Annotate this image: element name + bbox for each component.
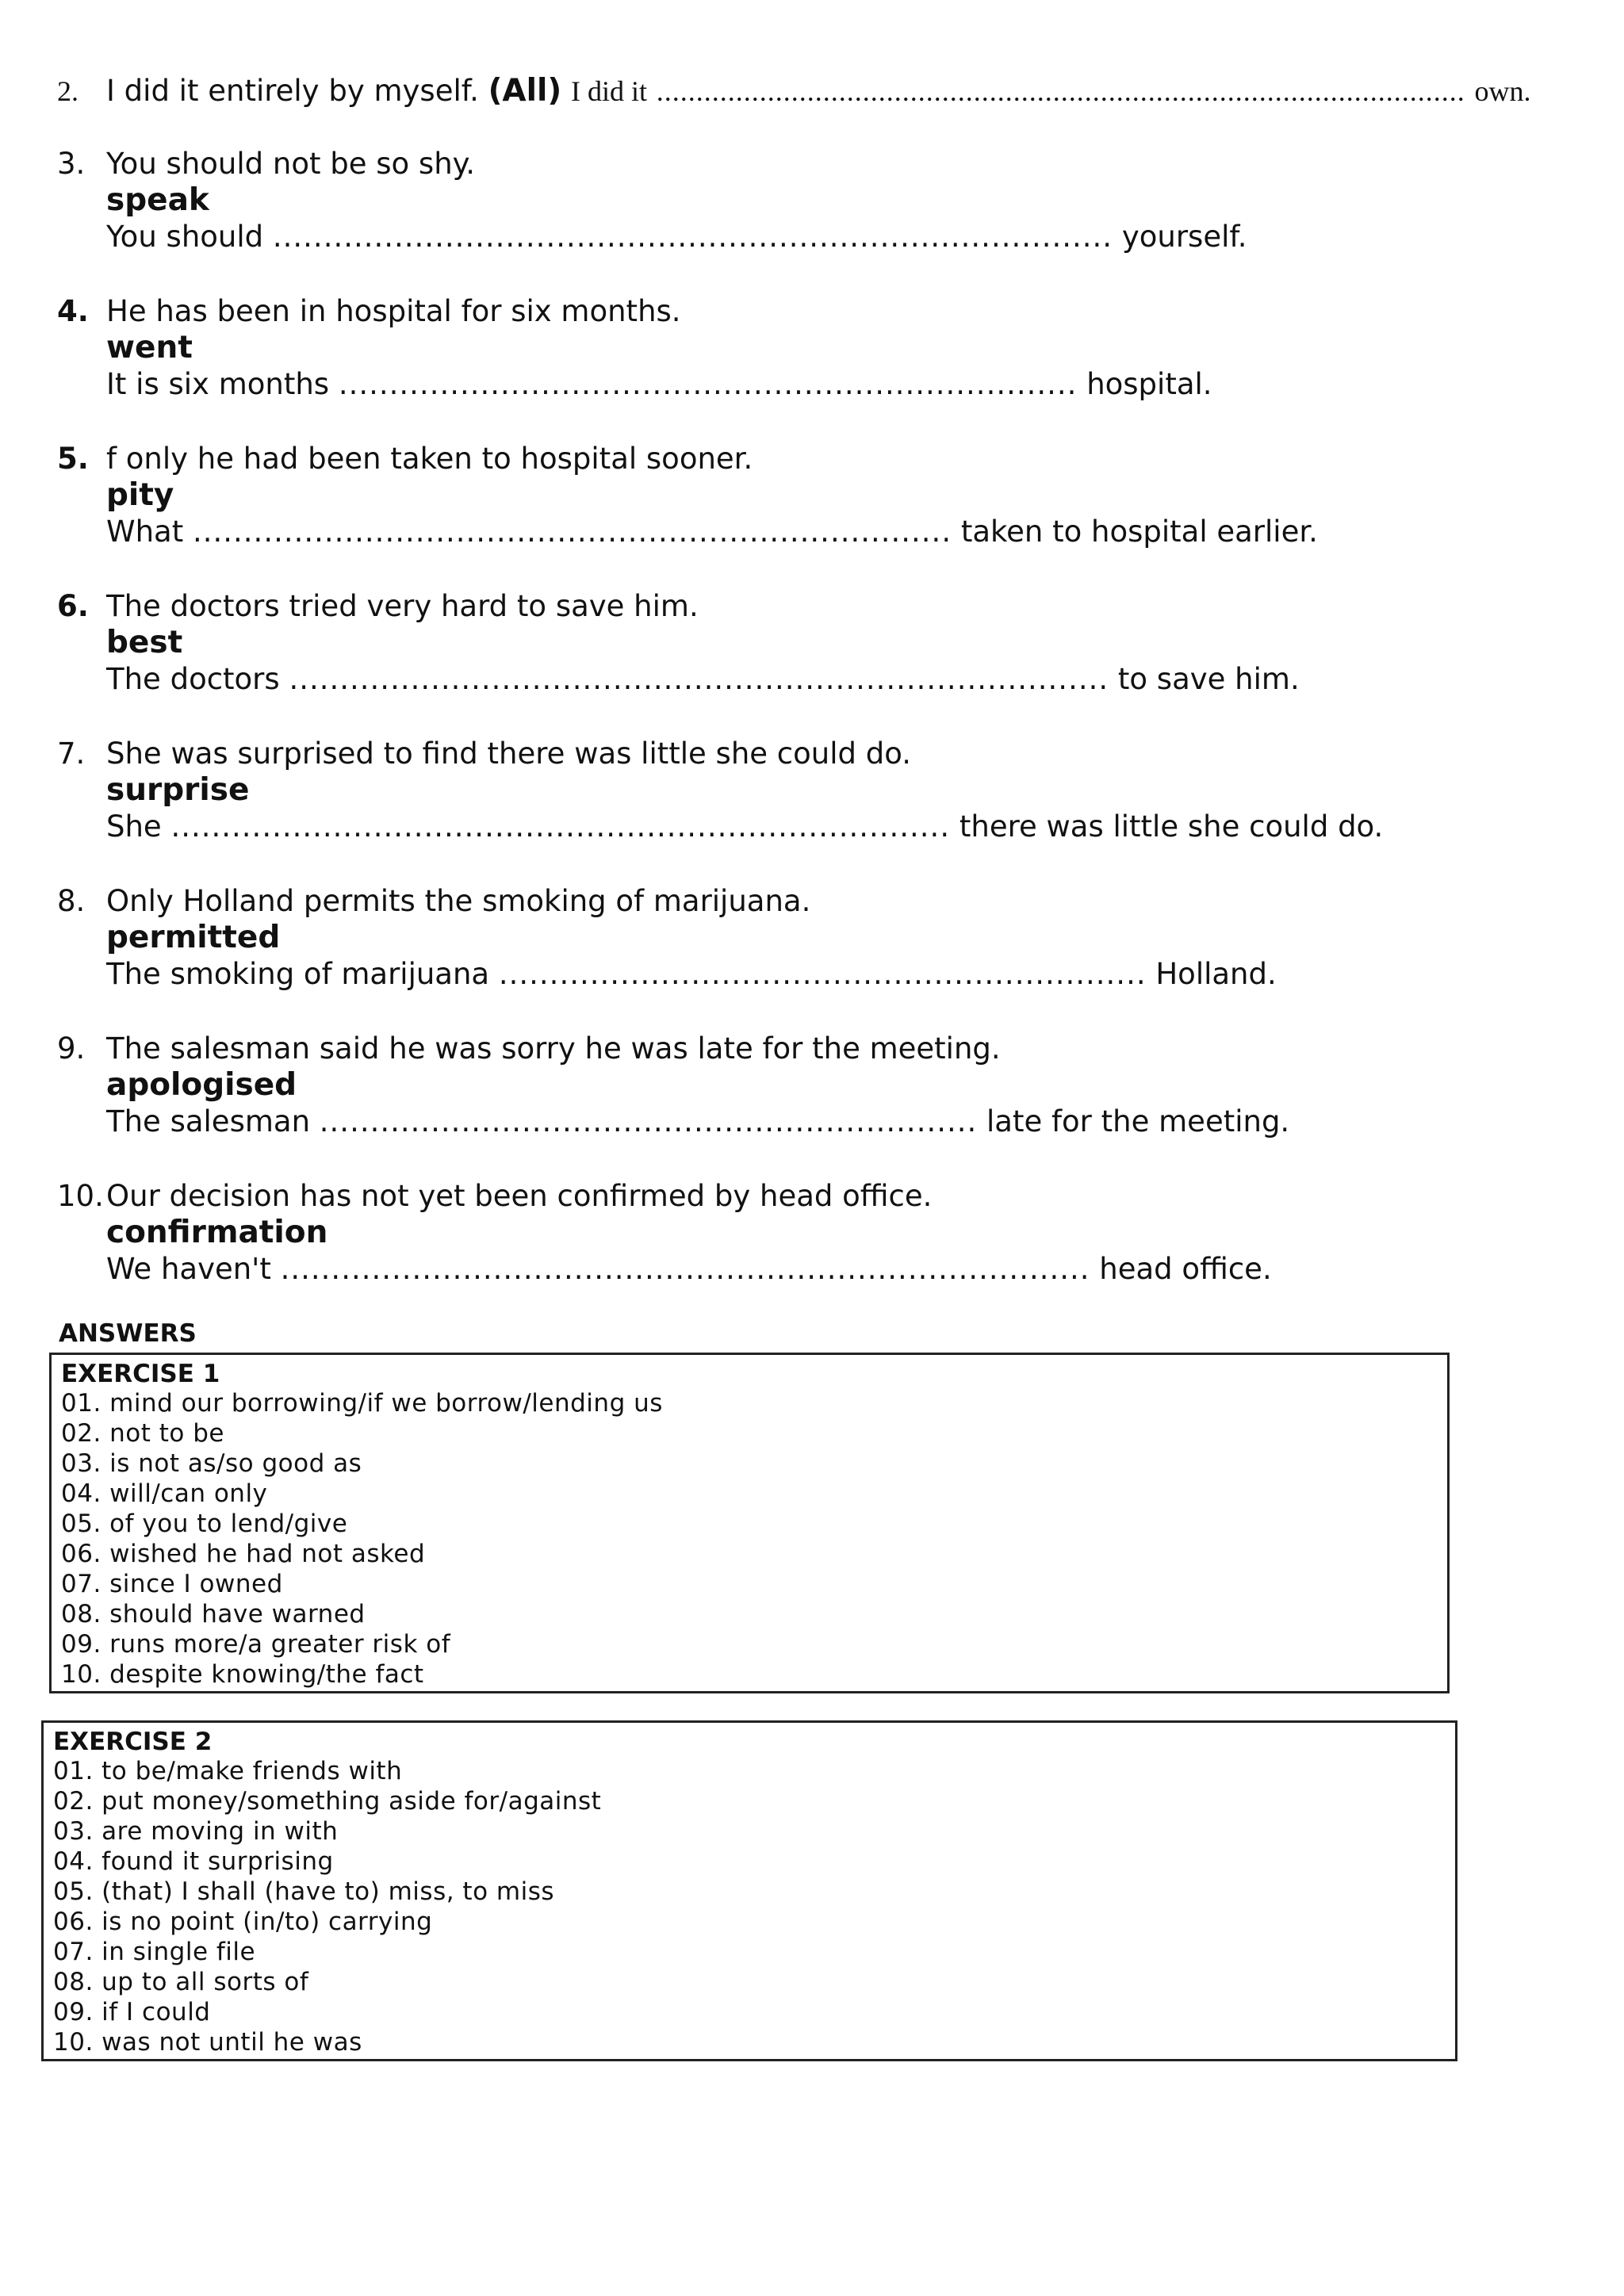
question-sentence: He has been in hospital for six months. [106, 294, 681, 328]
answer-start: What [106, 515, 184, 549]
answer-item: 09. runs more/a greater risk of [61, 1630, 451, 1659]
answer-start: We haven't [106, 1252, 271, 1286]
exercise-2-box [41, 1720, 1457, 2061]
answer-end: head office. [1099, 1252, 1272, 1286]
answer-end: taken to hospital earlier. [960, 515, 1318, 549]
question-6 [57, 588, 1453, 698]
question-sentence: The salesman said he was sorry he was late for the meeting. [106, 1031, 1001, 1066]
question-sentence: The doctors tried very hard to save him. [106, 589, 699, 623]
question-sentence: Only Holland permits the smoking of marijuana. [106, 884, 811, 918]
question-sentence: She was surprised to find there was little she could do. [106, 737, 911, 771]
answer-item: 06. wished he had not asked [61, 1540, 426, 1568]
answer-end: hospital. [1086, 367, 1212, 401]
answer-end: Holland. [1155, 957, 1277, 991]
answer-item: 04. found it surprising [53, 1847, 334, 1876]
answer-start: The smoking of marijuana [106, 957, 490, 991]
answer-item: 02. put money/something aside for/against [53, 1787, 602, 1816]
question-number: 2. [57, 75, 79, 107]
answer-item: 10. was not until he was [53, 2028, 362, 2057]
key-word: best [106, 625, 183, 660]
question-number: 8. [57, 884, 86, 918]
key-word: speak [106, 182, 209, 218]
answer-item: 06. is no point (in/to) carrying [53, 1908, 433, 1936]
question-sentence: f only he had been taken to hospital sooner. [106, 442, 753, 476]
exercise-2-title: EXERCISE 2 [53, 1728, 213, 1756]
question-9 [57, 1031, 1453, 1140]
answer-blank[interactable]: ...................................................................................................... [656, 75, 1465, 107]
answer-blank[interactable]: ................................................................................. [289, 662, 1109, 696]
answer-start: I did it [570, 75, 647, 107]
answer-end: late for the meeting. [986, 1104, 1290, 1138]
question-8 [57, 883, 1453, 993]
question-10 [57, 1178, 1453, 1288]
answer-item: 03. is not as/so good as [61, 1449, 362, 1478]
answer-blank[interactable]: ................................................................. [319, 1104, 978, 1138]
key-word: apologised [106, 1067, 297, 1103]
answer-blank[interactable]: ........................................................................... [192, 515, 952, 549]
key-word: permitted [106, 920, 281, 955]
answer-item: 05. (that) I shall (have to) miss, to miss [53, 1877, 555, 1906]
answer-start: The salesman [106, 1104, 311, 1138]
question-7 [57, 736, 1453, 845]
question-number: 10. [57, 1179, 104, 1213]
question-number: 4. [57, 294, 89, 328]
answer-item: 01. mind our borrowing/if we borrow/lending us [61, 1389, 663, 1418]
exercise-1-box [49, 1353, 1450, 1693]
answer-item: 09. if I could [53, 1998, 211, 2026]
question-3 [57, 146, 1453, 255]
answer-end: there was little she could do. [959, 809, 1384, 844]
answer-item: 05. of you to lend/give [61, 1510, 348, 1538]
answer-item: 08. up to all sorts of [53, 1968, 309, 1996]
answer-item: 08. should have warned [61, 1600, 366, 1628]
answer-item: 10. despite knowing/the fact [61, 1660, 424, 1689]
question-sentence: Our decision has not yet been confirmed by head office. [106, 1179, 933, 1213]
key-word: (All) [488, 73, 562, 109]
question-number: 5. [57, 442, 89, 476]
answer-start: You should [106, 220, 264, 254]
answer-blank[interactable]: ................................................................................... [272, 220, 1113, 254]
answer-item: 07. in single file [53, 1938, 256, 1966]
answer-blank[interactable]: ................................................................ [498, 957, 1147, 991]
answer-end: yourself. [1121, 220, 1247, 254]
answer-blank[interactable]: ......................................................................... [338, 367, 1078, 401]
answer-item: 03. are moving in with [53, 1817, 339, 1846]
answer-item: 01. to be/make friends with [53, 1757, 403, 1785]
answer-blank[interactable]: ................................................................................ [280, 1252, 1090, 1286]
answers-heading: ANSWERS [59, 1319, 197, 1348]
answer-end: own. [1474, 75, 1531, 107]
answer-start: It is six months [106, 367, 330, 401]
answer-item: 02. not to be [61, 1419, 225, 1448]
question-sentence: I did it entirely by myself. [106, 74, 479, 108]
answer-start: She [106, 809, 162, 844]
answer-item: 07. since I owned [61, 1570, 283, 1598]
answer-start: The doctors [106, 662, 280, 696]
key-word: went [106, 330, 193, 365]
key-word: confirmation [106, 1215, 328, 1250]
question-number: 3. [57, 147, 86, 181]
answer-item: 04. will/can only [61, 1479, 268, 1508]
answer-end: to save him. [1117, 662, 1300, 696]
question-sentence: You should not be so shy. [106, 147, 476, 181]
question-number: 6. [57, 589, 89, 623]
question-5 [57, 441, 1453, 550]
question-number: 9. [57, 1031, 86, 1066]
exercise-1-title: EXERCISE 1 [61, 1360, 220, 1388]
question-4 [57, 293, 1453, 403]
key-word: surprise [106, 772, 250, 808]
question-2 [57, 73, 1531, 109]
key-word: pity [106, 477, 174, 513]
answer-blank[interactable]: ............................................................................. [170, 809, 951, 844]
question-number: 7. [57, 737, 86, 771]
